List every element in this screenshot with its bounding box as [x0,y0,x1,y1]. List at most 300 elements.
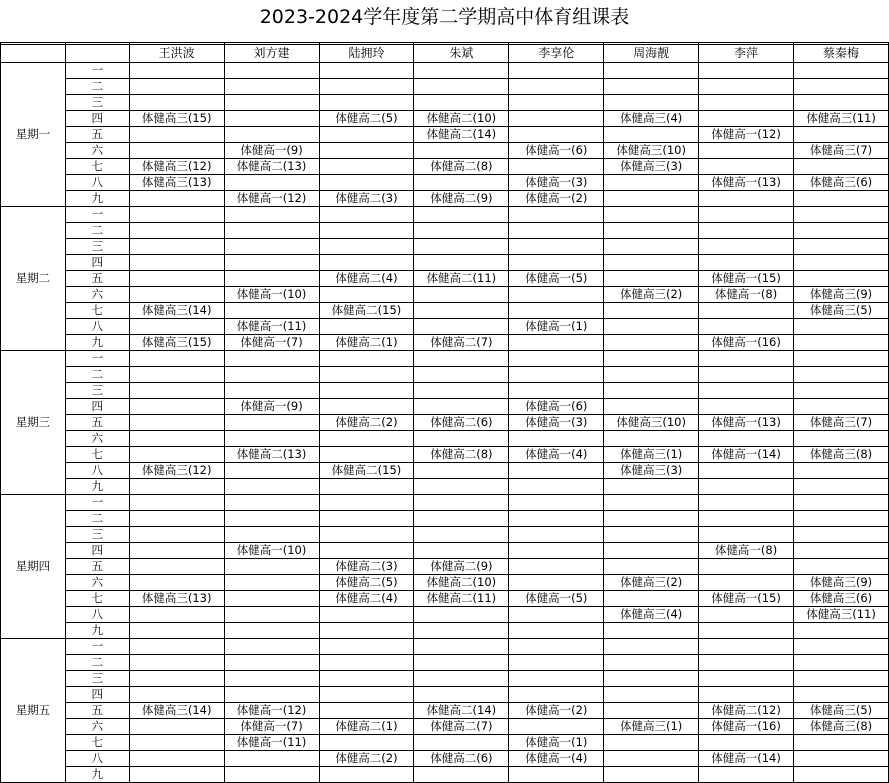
class-cell [699,383,794,399]
class-cell: 体健高一(10) [224,287,319,303]
class-cell [129,287,224,303]
class-cell [509,559,604,575]
period-label: 九 [65,623,129,639]
class-cell [509,79,604,95]
class-cell [319,239,414,255]
class-cell [129,383,224,399]
class-cell: 体健高一(9) [224,399,319,415]
day-label: 星期四 [1,495,66,639]
class-cell [319,127,414,143]
class-cell: 体健高二(3) [319,559,414,575]
period-label: 一 [65,639,129,655]
class-cell [699,143,794,159]
class-cell [604,271,699,287]
class-cell [794,479,889,495]
class-cell: 体健高一(4) [509,751,604,767]
table-row [1,207,889,223]
class-cell [509,159,604,175]
class-cell [224,63,319,79]
class-cell [129,607,224,623]
period-label: 三 [65,527,129,543]
class-cell [604,255,699,271]
class-cell [699,303,794,319]
class-cell [319,383,414,399]
class-cell: 体健高二(4) [319,591,414,607]
class-cell [604,671,699,687]
class-cell [604,399,699,415]
class-cell [509,463,604,479]
class-cell [414,303,509,319]
period-label: 七 [65,735,129,751]
class-cell [414,639,509,655]
period-label: 七 [65,591,129,607]
class-cell: 体健高二(5) [319,111,414,127]
class-cell: 体健高三(11) [794,111,889,127]
class-cell [224,303,319,319]
class-cell [604,383,699,399]
class-cell [794,543,889,559]
table-row [1,687,889,703]
class-cell: 体健高三(3) [604,463,699,479]
class-cell [414,319,509,335]
class-cell [319,703,414,719]
class-cell [224,591,319,607]
table-row [1,495,889,511]
table-row [1,671,889,687]
table-row [1,351,889,367]
class-cell [794,63,889,79]
class-cell [129,399,224,415]
class-cell [794,159,889,175]
class-cell: 体健高一(7) [224,335,319,351]
class-cell [414,607,509,623]
class-cell [699,351,794,367]
class-cell [224,79,319,95]
period-label: 三 [65,671,129,687]
table-row [1,95,889,111]
class-cell [509,383,604,399]
class-cell [699,239,794,255]
class-cell: 体健高二(13) [224,447,319,463]
teacher-header: 朱斌 [414,45,509,63]
class-cell: 体健高一(14) [699,447,794,463]
class-cell [509,575,604,591]
class-cell [509,431,604,447]
class-cell [794,671,889,687]
class-cell [319,447,414,463]
class-cell: 体健高一(6) [509,143,604,159]
class-cell [604,591,699,607]
class-cell [224,351,319,367]
class-cell [224,175,319,191]
period-label: 三 [65,95,129,111]
class-cell [224,95,319,111]
class-cell: 体健高三(5) [794,303,889,319]
class-cell [699,191,794,207]
class-cell [509,767,604,783]
class-cell: 体健高二(8) [414,447,509,463]
class-cell: 体健高一(2) [509,191,604,207]
class-cell [414,687,509,703]
class-cell [414,623,509,639]
class-cell [129,447,224,463]
table-row [1,415,889,431]
period-label: 九 [65,335,129,351]
class-cell: 体健高三(8) [794,719,889,735]
class-cell [604,239,699,255]
table-row [1,367,889,383]
class-cell [699,639,794,655]
class-cell [224,575,319,591]
period-label: 九 [65,191,129,207]
class-cell [604,751,699,767]
class-cell: 体健高一(11) [224,735,319,751]
class-cell [699,655,794,671]
class-cell: 体健高三(12) [129,463,224,479]
class-cell [129,751,224,767]
table-row [1,111,889,127]
class-cell [509,255,604,271]
class-cell: 体健高三(13) [129,175,224,191]
class-cell [319,543,414,559]
period-label: 二 [65,511,129,527]
class-cell [699,735,794,751]
class-cell [319,431,414,447]
class-cell [414,223,509,239]
period-label: 八 [65,463,129,479]
table-row [1,159,889,175]
class-cell [129,687,224,703]
class-cell: 体健高一(9) [224,143,319,159]
period-label: 一 [65,495,129,511]
class-cell [129,479,224,495]
class-cell [129,575,224,591]
period-label: 二 [65,367,129,383]
table-row [1,735,889,751]
class-cell [129,543,224,559]
class-cell [604,335,699,351]
class-cell [129,191,224,207]
table-row [1,191,889,207]
table-row [1,527,889,543]
class-cell [224,255,319,271]
class-cell: 体健高一(13) [699,175,794,191]
class-cell: 体健高三(6) [794,591,889,607]
class-cell [129,223,224,239]
table-row [1,431,889,447]
class-cell [224,207,319,223]
class-cell [509,607,604,623]
table-row [1,543,889,559]
class-cell: 体健高三(15) [129,111,224,127]
period-label: 一 [65,351,129,367]
class-cell [509,543,604,559]
period-label: 九 [65,479,129,495]
class-cell [699,559,794,575]
class-cell [319,79,414,95]
class-cell [129,655,224,671]
class-cell [224,127,319,143]
period-label: 六 [65,719,129,735]
class-cell: 体健高一(11) [224,319,319,335]
class-cell [129,271,224,287]
class-cell [699,431,794,447]
class-cell [699,159,794,175]
class-cell [604,207,699,223]
class-cell: 体健高二(6) [414,415,509,431]
class-cell: 体健高二(15) [319,463,414,479]
class-cell: 体健高三(11) [794,607,889,623]
class-cell [604,127,699,143]
corner-cell [1,45,66,63]
table-row [1,303,889,319]
class-cell: 体健高二(1) [319,719,414,735]
period-label: 六 [65,287,129,303]
class-cell [604,543,699,559]
class-cell [604,623,699,639]
class-cell: 体健高一(1) [509,319,604,335]
period-label: 三 [65,383,129,399]
table-row [1,463,889,479]
table-row [1,63,889,79]
class-cell [699,79,794,95]
class-cell [794,95,889,111]
class-cell [794,511,889,527]
class-cell [604,559,699,575]
class-cell [414,479,509,495]
class-cell [509,287,604,303]
class-cell [604,175,699,191]
table-row [1,335,889,351]
class-cell [699,63,794,79]
class-cell [129,495,224,511]
class-cell: 体健高三(4) [604,607,699,623]
class-cell: 体健高三(15) [129,335,224,351]
class-cell: 体健高一(8) [699,543,794,559]
table-row [1,79,889,95]
class-cell: 体健高三(2) [604,575,699,591]
class-cell [509,687,604,703]
class-cell [604,351,699,367]
class-cell: 体健高三(9) [794,287,889,303]
class-cell [129,63,224,79]
period-label: 五 [65,703,129,719]
period-label: 二 [65,79,129,95]
class-cell [319,527,414,543]
class-cell [129,367,224,383]
class-cell [509,223,604,239]
class-cell [224,687,319,703]
class-cell [319,399,414,415]
class-cell [129,639,224,655]
class-cell [414,735,509,751]
class-cell [224,639,319,655]
class-cell: 体健高一(4) [509,447,604,463]
table-row [1,175,889,191]
class-cell [129,127,224,143]
class-cell [794,207,889,223]
class-cell [604,479,699,495]
class-cell [604,527,699,543]
period-label: 八 [65,319,129,335]
class-cell [604,191,699,207]
class-cell: 体健高二(14) [414,127,509,143]
table-row [1,575,889,591]
class-cell: 体健高三(5) [794,703,889,719]
class-cell: 体健高二(7) [414,719,509,735]
period-label: 二 [65,655,129,671]
class-cell [129,767,224,783]
class-cell: 体健高二(10) [414,575,509,591]
class-cell [794,319,889,335]
class-cell: 体健高一(12) [224,191,319,207]
class-cell [319,207,414,223]
class-cell [129,319,224,335]
class-cell [604,303,699,319]
class-cell [224,383,319,399]
class-cell [414,767,509,783]
table-row [1,639,889,655]
class-cell [414,543,509,559]
class-cell [794,639,889,655]
period-label: 八 [65,607,129,623]
class-cell [699,623,794,639]
class-cell: 体健高二(8) [414,159,509,175]
class-cell [509,207,604,223]
table-row [1,447,889,463]
class-cell: 体健高一(15) [699,591,794,607]
class-cell: 体健高三(7) [794,143,889,159]
class-cell: 体健高一(6) [509,399,604,415]
table-row [1,623,889,639]
class-cell [794,767,889,783]
class-cell [699,255,794,271]
class-cell [129,255,224,271]
table-row [1,607,889,623]
class-cell: 体健高三(1) [604,719,699,735]
class-cell [604,511,699,527]
class-cell [604,735,699,751]
class-cell [509,527,604,543]
class-cell: 体健高二(5) [319,575,414,591]
class-cell [699,671,794,687]
class-cell: 体健高一(2) [509,703,604,719]
class-cell [509,495,604,511]
day-label: 星期五 [1,639,66,783]
class-cell [794,751,889,767]
class-cell [319,607,414,623]
class-cell [509,719,604,735]
table-row [1,319,889,335]
class-cell: 体健高二(13) [224,159,319,175]
teacher-header: 李享伦 [509,45,604,63]
period-label: 二 [65,223,129,239]
class-cell: 体健高二(11) [414,591,509,607]
class-cell [224,607,319,623]
class-cell [699,511,794,527]
class-cell [699,223,794,239]
class-cell [319,319,414,335]
table-row [1,287,889,303]
class-cell [319,767,414,783]
teacher-header: 刘方建 [224,45,319,63]
table-row [1,591,889,607]
class-cell [509,335,604,351]
class-cell: 体健高三(6) [794,175,889,191]
class-cell [604,367,699,383]
period-label: 六 [65,143,129,159]
class-cell [509,623,604,639]
teacher-header: 周海靓 [604,45,699,63]
class-cell [224,623,319,639]
class-cell [224,495,319,511]
class-cell [509,367,604,383]
class-cell [129,351,224,367]
class-cell [794,495,889,511]
class-cell [319,623,414,639]
class-cell [224,431,319,447]
period-label: 四 [65,687,129,703]
class-cell [794,127,889,143]
class-cell [794,463,889,479]
period-label: 四 [65,399,129,415]
table-row [1,239,889,255]
period-label: 五 [65,271,129,287]
class-cell [794,271,889,287]
class-cell [414,255,509,271]
period-label: 七 [65,303,129,319]
class-cell [414,207,509,223]
class-cell [794,655,889,671]
class-cell: 体健高一(15) [699,271,794,287]
class-cell [414,399,509,415]
class-cell: 体健高二(15) [319,303,414,319]
period-label: 一 [65,63,129,79]
class-cell [699,527,794,543]
period-label: 八 [65,751,129,767]
period-label: 五 [65,127,129,143]
class-cell [509,239,604,255]
class-cell: 体健高一(12) [699,127,794,143]
table-row [1,767,889,783]
class-cell [414,95,509,111]
period-label: 一 [65,207,129,223]
class-cell [794,335,889,351]
class-cell: 体健高一(14) [699,751,794,767]
class-cell: 体健高三(14) [129,303,224,319]
class-cell [319,159,414,175]
class-cell: 体健高三(12) [129,159,224,175]
table-row [1,399,889,415]
class-cell [319,479,414,495]
class-cell [794,239,889,255]
table-row [1,655,889,671]
table-row [1,751,889,767]
class-cell [319,287,414,303]
class-cell [224,239,319,255]
class-cell [509,671,604,687]
class-cell: 体健高三(3) [604,159,699,175]
period-label: 六 [65,575,129,591]
teacher-header: 陆拥玲 [319,45,414,63]
table-row [1,383,889,399]
class-cell [414,175,509,191]
class-cell [794,559,889,575]
class-cell [509,95,604,111]
class-cell [509,351,604,367]
class-cell [224,767,319,783]
period-label: 五 [65,415,129,431]
